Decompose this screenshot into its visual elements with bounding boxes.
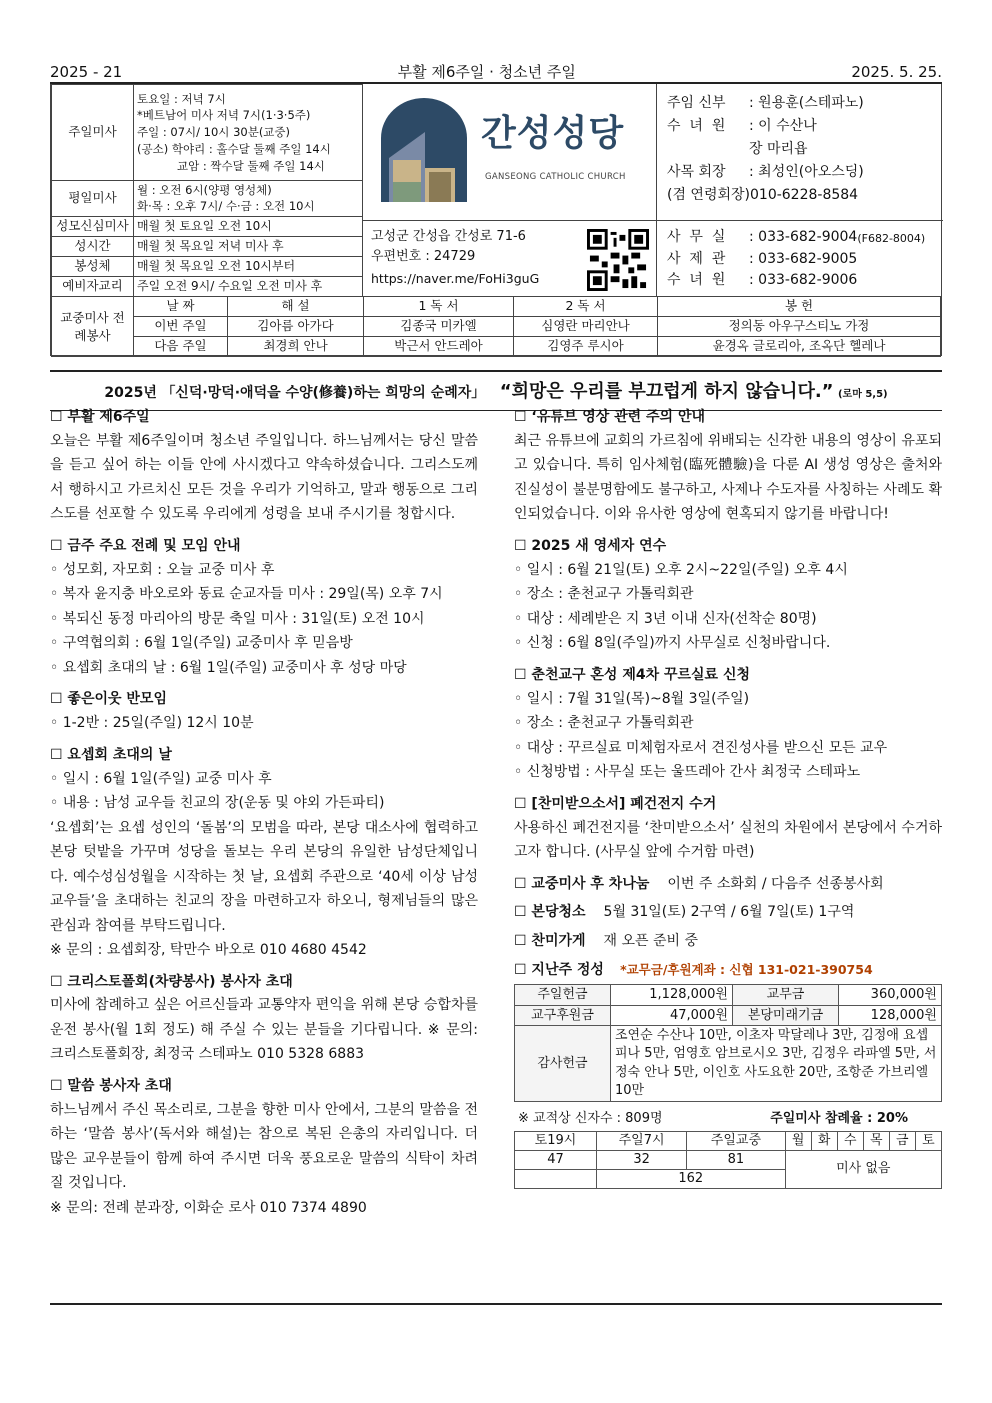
top-bar — [50, 62, 942, 84]
attendance-header: 목 — [863, 1131, 889, 1150]
notice-heading: ☐ 부활 제6주일 — [50, 409, 150, 425]
staff-role: (겸 연령회장) — [667, 187, 750, 204]
roster-header: 날 짜 — [134, 297, 228, 317]
staff-row — [667, 184, 933, 207]
parish-stats — [514, 1110, 942, 1128]
theme-year: 2025년 — [104, 385, 157, 401]
notice-body: ‘요셉회’는 요셉 성인의 ‘돌봄’의 모범을 따라, 본당 대소사에 협력하고 본당 텃밭을 가꾸며 성당을 돌보는 우리 본당의 유일한 남성단체입니다. 예수성심성월을 시작하는 첫 날, 요셉회 주관으로 ‘40세 이상 남성 교우들’을 초대하는 친교의 장을 마련하고자 하오니, 형제님들의 많은 관심과 참여를 부탁드립니다. — [50, 819, 478, 934]
theme-motto: 「신덕·망덕·애덕을 수양(修養)하는 희망의 순례자」 — [161, 385, 486, 401]
roster-cell: 최경희 안나 — [228, 337, 364, 357]
sunday-mass-times — [134, 85, 363, 181]
roster-cell: 윤경옥 글로리아, 조옥단 헬레나 — [658, 337, 941, 357]
schedule-value: 매월 첫 토요일 오전 10시 — [134, 217, 363, 237]
attendance-header: 주일7시 — [596, 1131, 686, 1150]
staff-role — [667, 138, 749, 161]
notice-contact: ※ 문의: 전례 분과장, 이화순 로사 010 7374 4890 — [50, 1199, 367, 1216]
roster-header: 봉 헌 — [658, 297, 941, 317]
roster-header: 2 독 서 — [514, 297, 658, 317]
weekday-mass-times — [134, 181, 363, 217]
content-columns — [50, 408, 942, 1230]
notice-christopher — [50, 973, 478, 1067]
offering-amount: 47,000원 — [611, 1005, 733, 1026]
notice-neighbor-meeting — [50, 690, 478, 735]
sunday-mass-label: 주일미사 — [52, 85, 134, 181]
roster-cell: 김종국 미카엘 — [364, 317, 514, 337]
church-name-english: GANSEONG CATHOLIC CHURCH — [485, 172, 626, 182]
offering-label: 교무금 — [733, 985, 839, 1006]
thanks-offering-list: 조연순 수산나 10만, 이초자 막달레나 3만, 김정애 요셉피나 5만, 엄영호 암브로시오 3만, 김정우 라파엘 5만, 서정숙 안나 5만, 이인호 사도요한 20만, 조항준 가브리엘 10만 — [611, 1026, 942, 1102]
roster-header: 1 독 서 — [364, 297, 514, 317]
attendance-blank — [515, 1169, 597, 1188]
notice-body: 미사에 참례하고 싶은 어르신들과 교통약자 편익을 위해 본당 승합차를 운전 봉사(월 1회 정도) 해 주실 수 있는 분들을 기다립니다. ※ 문의: 크리스토폴회장, 최정국 스테파노 010 5328 6883 — [50, 997, 478, 1063]
notice-easter — [50, 408, 478, 527]
notice-value: 5월 31일(토) 2구역 / 6월 7일(토) 1구역 — [603, 904, 855, 921]
notice-offering — [514, 961, 942, 980]
list-item: ◦ 구역협의회 : 6월 1일(주일) 교중미사 후 믿음방 — [50, 635, 353, 652]
notice-tea — [514, 875, 942, 894]
office-phone: : 033-682-9006 — [749, 272, 858, 289]
list-item: ◦ 일시 : 7월 31일(목)~8월 3일(주일) — [514, 690, 750, 707]
notice-heading: ☐ 본당청소 — [514, 904, 586, 921]
attendance-header: 금 — [889, 1131, 915, 1150]
offering-amount: 128,000원 — [839, 1005, 942, 1026]
office-fax: (F682-8004) — [857, 232, 926, 245]
notice-body: 사용하신 폐건전지를 ‘찬미받으소서’ 실천의 차원에서 본당에서 수거하고자 합니다. (사무실 앞에 수거함 마련) — [514, 819, 942, 861]
notice-heading: ☐ 말씀 봉사자 초대 — [50, 1077, 172, 1094]
qr-code-icon[interactable] — [587, 229, 649, 291]
attendance-value: 32 — [596, 1150, 686, 1169]
notice-heading: ☐ 요셉회 초대의 날 — [50, 746, 172, 763]
footer-divider — [50, 1303, 942, 1305]
notice-word-ministry — [50, 1077, 478, 1220]
notice-heading: ☐ 교중미사 후 차나눔 — [514, 875, 650, 892]
sunday-line: 토요일 : 저녁 7시 — [137, 91, 226, 106]
roster-cell: 정의동 아우구스티노 가정 — [658, 317, 941, 337]
office-contacts — [657, 220, 943, 298]
roster-cell: 이번 주일 — [134, 317, 228, 337]
staff-name: : 이 수산나 — [749, 118, 817, 135]
notice-shop — [514, 932, 942, 951]
church-url[interactable]: https://naver.me/FoHi3guG — [371, 271, 540, 286]
offering-label: 본당미래기금 — [733, 1005, 839, 1026]
liturgy-label: 교중미사 전례봉사 — [52, 297, 134, 357]
weekday-attendance: 미사 없음 — [785, 1150, 941, 1188]
list-item: ◦ 대상 : 꾸르실료 미체험자로서 견진성사를 받으신 모든 교우 — [514, 739, 888, 756]
staff-row — [667, 92, 933, 115]
sunday-line: (공소) 학야리 : 홀수달 둘째 주일 14시 — [137, 141, 331, 156]
notice-heading: ☐ 크리스토폴회(차량봉사) 봉사자 초대 — [50, 973, 293, 990]
notice-heading: ☐ 춘천교구 혼성 제4차 꾸르실료 신청 — [514, 666, 750, 683]
list-item: ◦ 성모회, 자모회 : 오늘 교중 미사 후 — [50, 561, 275, 578]
staff-phone: 010-6228-8584 — [750, 187, 859, 204]
attendance-header: 월 — [785, 1131, 811, 1150]
list-item: ◦ 일시 : 6월 21일(토) 오후 2시~22일(주일) 오후 4시 — [514, 561, 848, 578]
notice-cleaning — [514, 903, 942, 922]
roster-cell: 심영란 마리안나 — [514, 317, 658, 337]
offering-label: 주일헌금 — [515, 985, 611, 1006]
staff-role: 수 녀 원 — [667, 118, 726, 135]
attendance-value: 81 — [687, 1150, 785, 1169]
notice-weekly-events — [50, 537, 478, 680]
weekday-mass-label: 평일미사 — [52, 181, 134, 217]
office-label: 사 제 관 — [667, 250, 726, 267]
staff-name: : 원용훈(스테파노) — [749, 95, 864, 111]
thanks-offering-label: 감사헌금 — [515, 1026, 611, 1102]
attendance-header: 주일교중 — [687, 1131, 785, 1150]
schedule-label: 성모신심미사 — [52, 217, 134, 237]
notice-youtube — [514, 408, 942, 527]
list-item: ◦ 일시 : 6월 1일(주일) 교중 미사 후 — [50, 770, 272, 787]
attendance-header: 화 — [811, 1131, 837, 1150]
address-block — [363, 220, 657, 296]
office-row — [667, 270, 933, 292]
list-item: ◦ 복자 윤지충 바오로와 동료 순교자들 미사 : 29일(목) 오후 7시 — [50, 586, 443, 603]
sunday-line: 교암 : 짝수달 둘째 주일 14시 — [177, 158, 325, 173]
staff-row — [667, 161, 933, 184]
list-item: ◦ 신청 : 6월 8일(주일)까지 사무실로 신청바랍니다. — [514, 635, 831, 652]
staff-role: 주임 신부 — [667, 95, 726, 111]
office-label: 사 무 실 — [667, 229, 726, 245]
attendance-rate: 주일미사 참례율 : 20% — [770, 1110, 908, 1126]
issue-date: 2025. 5. 25. — [851, 63, 942, 81]
schedule-value: 매월 첫 목요일 오전 10시부터 — [134, 256, 363, 276]
office-row — [667, 227, 933, 249]
notice-heading: ☐ [찬미받으소서] 폐건전지 수거 — [514, 795, 717, 812]
staff-row — [667, 115, 933, 138]
notice-cursillo — [514, 666, 942, 785]
office-label: 수 녀 원 — [667, 272, 726, 289]
weekday-line: 화·목 : 오후 7시/ 수·금 : 오전 10시 — [137, 198, 315, 213]
offering-amount: 1,128,000원 — [611, 985, 733, 1006]
schedule-label: 예비자교리 — [52, 276, 134, 296]
bank-account: *교무금/후원계좌 : 신협 131-021-390754 — [620, 962, 873, 978]
issue-number: 2025 - 21 — [50, 63, 123, 81]
notice-value: 이번 주 소화회 / 다음주 선종봉사회 — [667, 875, 884, 892]
schedule-label: 봉성체 — [52, 256, 134, 276]
notice-body: 하느님께서 주신 목소리로, 그분을 향한 미사 안에서, 그분의 말씀을 전하는 ‘말씀 봉사’(독서와 해설)는 참으로 복된 은총의 자리입니다. 더 많은 교우분들이 함께 하여 주시면 더욱 풍요로운 말씀의 식탁이 차려질 것입니다. — [50, 1101, 478, 1192]
notice-heading: ☐ 찬미가게 — [514, 933, 586, 950]
sunday-line: *베트남어 미사 저녁 7시(1·3·5주) — [137, 108, 311, 123]
church-name-logo: 간성성당 — [481, 113, 625, 154]
jubilee-theme-banner — [50, 370, 942, 404]
notice-value: 재 오픈 준비 중 — [603, 933, 699, 950]
schedule-value: 매월 첫 목요일 저녁 미사 후 — [134, 236, 363, 256]
office-phone: : 033-682-9005 — [749, 250, 858, 267]
list-item: ◦ 장소 : 춘천교구 가톨릭회관 — [514, 586, 694, 603]
staff-name: : 최성인(아오스딩) — [749, 164, 864, 181]
staff-row — [667, 138, 933, 161]
attendance-table — [514, 1131, 942, 1189]
notice-battery — [514, 795, 942, 865]
list-item: ◦ 대상 : 세례받은 지 3년 이내 신자(선착순 80명) — [514, 610, 817, 627]
staff-role: 사목 회장 — [667, 164, 726, 181]
attendance-header: 토19시 — [515, 1131, 597, 1150]
roster-cell: 다음 주일 — [134, 337, 228, 357]
roster-header: 해 설 — [228, 297, 364, 317]
sunday-line: 주일 : 07시/ 10시 30분(교중) — [137, 125, 291, 140]
schedule-value: 주일 오전 9시/ 수요일 오전 미사 후 — [134, 276, 363, 296]
roster-cell: 김영주 루시아 — [514, 337, 658, 357]
notice-neophyte — [514, 537, 942, 656]
list-item: ◦ 신청방법 : 사무실 또는 울뜨레아 간사 최정국 스테파노 — [514, 764, 861, 781]
list-item: ◦ 요셉회 초대의 날 : 6월 1일(주일) 교중미사 후 성당 마당 — [50, 659, 407, 676]
office-row — [667, 249, 933, 271]
notice-joseph-day — [50, 746, 478, 963]
mass-schedule-table — [51, 84, 363, 297]
attendance-total: 162 — [596, 1169, 785, 1188]
attendance-header: 토 — [915, 1131, 941, 1150]
notice-heading: ☐ 지난주 정성 — [514, 962, 604, 979]
header-block — [50, 84, 942, 356]
notice-heading: ☐ 금주 주요 전례 및 모임 안내 — [50, 537, 241, 554]
issue-title: 부활 제6주일 · 청소년 주일 — [397, 63, 576, 81]
left-column — [50, 408, 478, 1230]
offering-label: 교구후원금 — [515, 1005, 611, 1026]
church-logo-icon — [381, 98, 467, 202]
list-item: ◦ 복되신 동정 마리아의 방문 축일 미사 : 31일(토) 오전 10시 — [50, 610, 425, 627]
notice-contact: ※ 문의 : 요셉회장, 탁만수 바오로 010 4680 4542 — [50, 942, 367, 959]
notice-heading: ☐ 2025 새 영세자 연수 — [514, 537, 667, 554]
staff-list — [657, 84, 943, 215]
notice-body: 오늘은 부활 제6주일이며 청소년 주일입니다. 하느님께서는 당신 말씀을 듣고 싶어 하는 이들 안에 사시겠다고 약속하셨습니다. 그리스도께서 행하시고 가르치신 모든 것을 우리가 기억하고, 말과 행동으로 그리스도를 선포할 수 있도록 우리에게 성령을 보내 주시기를 청합시다. — [50, 432, 478, 523]
staff-info-block — [657, 84, 943, 296]
attendance-header: 수 — [837, 1131, 863, 1150]
offering-table — [514, 984, 942, 1102]
notice-heading: ☐ ‘유튜브 영상 관련 주의 안내 — [514, 409, 706, 425]
weekday-line: 월 : 오전 6시(양평 영성체) — [137, 182, 272, 197]
notice-body: 최근 유튜브에 교회의 가르침에 위배되는 신각한 내용의 영상이 유포되고 있습니다. 특히 임사체험(臨死體驗)을 다룬 AI 생성 영상은 출처와 진실성이 불분명함에도 불구하고, 사제나 수도자를 사칭하는 사례도 확인되었습니다. 이와 유사한 영상에 현혹되지 않기를 바랍니다! — [514, 432, 942, 523]
roster-cell: 김아름 아가다 — [228, 317, 364, 337]
list-item: ◦ 장소 : 춘천교구 가톨릭회관 — [514, 715, 694, 732]
theme-quote: “희망은 우리를 부끄럽게 하지 않습니다.” — [499, 381, 834, 402]
address-line: 고성군 간성읍 간성로 71-6 — [371, 229, 526, 244]
theme-source: (로마 5,5) — [837, 389, 888, 400]
offering-amount: 360,000원 — [839, 985, 942, 1006]
notice-heading: ☐ 좋은이웃 반모임 — [50, 691, 167, 708]
list-item: ◦ 내용 : 남성 교우들 친교의 장(운동 및 야외 가든파티) — [50, 795, 385, 812]
attendance-value: 47 — [515, 1150, 597, 1169]
schedule-label: 성시간 — [52, 236, 134, 256]
postal-code: 우편번호 : 24729 — [371, 248, 476, 264]
office-phone: : 033-682-9004 — [749, 229, 858, 245]
registered-members: ※ 교적상 신자수 : 809명 — [518, 1110, 663, 1126]
right-column — [514, 408, 942, 1230]
list-item: ◦ 1-2반 : 25일(주일) 12시 10분 — [50, 715, 254, 732]
liturgy-roster-table — [51, 296, 941, 357]
roster-cell: 박근서 안드레아 — [364, 337, 514, 357]
staff-name: 장 마리욥 — [749, 141, 808, 158]
